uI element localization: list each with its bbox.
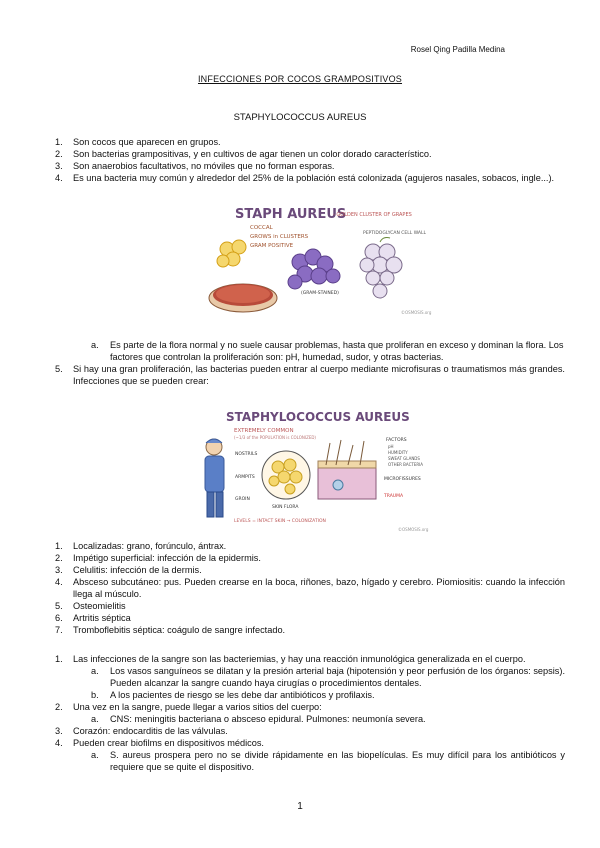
skin-flora-circle: [262, 451, 310, 499]
list-item: 1. Localizadas: grano, forúnculo, ántrax.: [55, 541, 227, 551]
fig2-factor: HUMIDITY: [388, 450, 408, 455]
fig2-note: (~1/3 of the POPULATION is COLONIZED): [234, 435, 316, 440]
staph-illustration: [205, 202, 445, 332]
fig2-factors-title: FACTORS: [386, 438, 407, 443]
figure-staph-colonization: [198, 405, 438, 537]
list-item: 6. Artritis séptica: [55, 612, 131, 623]
list-item: 2. Una vez en la sangre, puede llegar a varios sitios del cuerpo:: [55, 701, 322, 712]
list-item-4a-5: [55, 340, 565, 388]
person-figure: [205, 439, 224, 517]
fig2-site: NOSTRILS: [235, 452, 258, 457]
list-infections: [55, 541, 565, 637]
list-item: 5. Si hay una gran proliferación, las bacterias pueden entrar al cuerpo mediante microfisuras o traumatismos más grandes. Infecciones que se pueden crear:: [55, 363, 565, 386]
fig2-flora-label: SKIN FLORA: [272, 505, 299, 510]
colonization-illustration: [198, 405, 438, 537]
list-item: 3. Corazón: endocarditis de las válvulas.: [55, 725, 228, 736]
fig2-right-label: MICROFISSURES: [384, 477, 421, 482]
fig2-factor: SWEAT GLANDS: [388, 456, 420, 461]
list-item: 1. Son cocos que aparecen en grupos.: [55, 137, 221, 147]
fig2-title: STAPHYLOCOCCUS AUREUS: [226, 410, 410, 424]
section-title: STAPHYLOCOCCUS AUREUS: [233, 112, 367, 123]
fig1-bullet: GRAM POSITIVE: [250, 243, 294, 249]
fig2-right-label: TRAUMA: [384, 494, 404, 499]
coccus-cluster-small: [217, 240, 246, 267]
list-item: a. S. aureus prospera pero no se divide rápidamente en las biopelículas. Es muy difícil para los antibióticos y requiere que se quite el dispositivo.: [91, 749, 565, 772]
page-number: 1: [297, 801, 303, 812]
skin-cross-section: [318, 440, 376, 499]
fig1-subtitle: - GOLDEN CLUSTER OF GRAPES: [333, 212, 412, 218]
list-item: a. Los vasos sanguíneos se dilatan y la presión arterial baja (hipotensión y peor perfusión de los órganos: sepsis). Pueden alcanzar la sangre cuando haya cirugías o procedimientos dentales.: [91, 665, 565, 688]
list-item: 3. Son anaerobios facultativos, no móviles que no forman esporas.: [55, 160, 335, 171]
list-item: 4. Absceso subcutáneo: pus. Pueden crearse en la boca, riñones, bazo, hígado y cerebro. Piomiositis: cuando la infección llega al músculo.: [55, 576, 565, 599]
fig1-title: STAPH AUREUS: [235, 207, 347, 222]
list-item: 2. Son bacterias grampositivas, y en cultivos de agar tienen un color dorado característico.: [55, 148, 432, 159]
fig2-site: GROIN: [235, 497, 250, 502]
figure-staph-aureus: [205, 202, 445, 332]
fig1-bullet: COCCAL: [250, 225, 273, 231]
fig2-subtitle: EXTREMELY COMMON: [234, 428, 294, 434]
fig2-site: ARMPITS: [235, 475, 255, 480]
list-item: 4. Es una bacteria muy común y alrededor del 25% de la población está colonizada (agujeros nasales, sobacos, ingle...).: [55, 172, 555, 183]
agar-plate: [209, 284, 277, 312]
document-title: INFECCIONES POR COCOS GRAMPOSITIVOS: [197, 74, 403, 84]
fig2-bottom-note: LEVELS = INTACT SKIN → COLONIZATION: [234, 519, 326, 524]
list-item: 3. Celulitis: infección de la dermis.: [55, 564, 202, 575]
fig1-bullet: GROWS in CLUSTERS: [250, 234, 309, 240]
list-item: 7. Tromboflebitis séptica: coágulo de sangre infectado.: [55, 624, 286, 635]
list-item: 4. Pueden crear biofilms en dispositivos médicos.: [55, 737, 264, 748]
fig2-factor: pH: [388, 444, 394, 449]
list-bacteremia: [55, 654, 565, 774]
list-item: 1. Las infecciones de la sangre son las bacteriemias, y hay una reacción inmunológica generalizada en el cuerpo.: [55, 654, 526, 664]
fig1-stain-label: (GRAM-STAINED): [301, 291, 339, 296]
purple-cluster: [288, 249, 340, 289]
fig2-credit: ©OSMOSIS.org: [398, 527, 429, 532]
fig1-peptidoglycan-label: PEPTIDOGLYCAN CELL WALL: [363, 231, 426, 236]
fig1-credit: ©OSMOSIS.org: [401, 310, 432, 315]
grape-cluster: [360, 238, 402, 299]
list-item: a. Es parte de la flora normal y no suele causar problemas, hasta que proliferan en exceso y dominan la flora. Los factores que controlan la proliferación son: pH, humedad, sudor, y otras bacterias.: [91, 340, 564, 362]
list-item: 5. Osteomielitis: [55, 600, 126, 611]
list-item: b. A los pacientes de riesgo se les debe dar antibióticos y profilaxis.: [91, 689, 375, 700]
list-item: 2. Impétigo superficial: infección de la epidermis.: [55, 552, 261, 563]
fig2-factor: OTHER BACTERIA: [388, 462, 424, 467]
list-characteristics: [55, 137, 565, 185]
author-name: Rosel Qing Padilla Medina: [410, 45, 505, 54]
list-item: a. CNS: meningitis bacteriana o absceso epidural. Pulmones: neumonía severa.: [91, 713, 426, 724]
